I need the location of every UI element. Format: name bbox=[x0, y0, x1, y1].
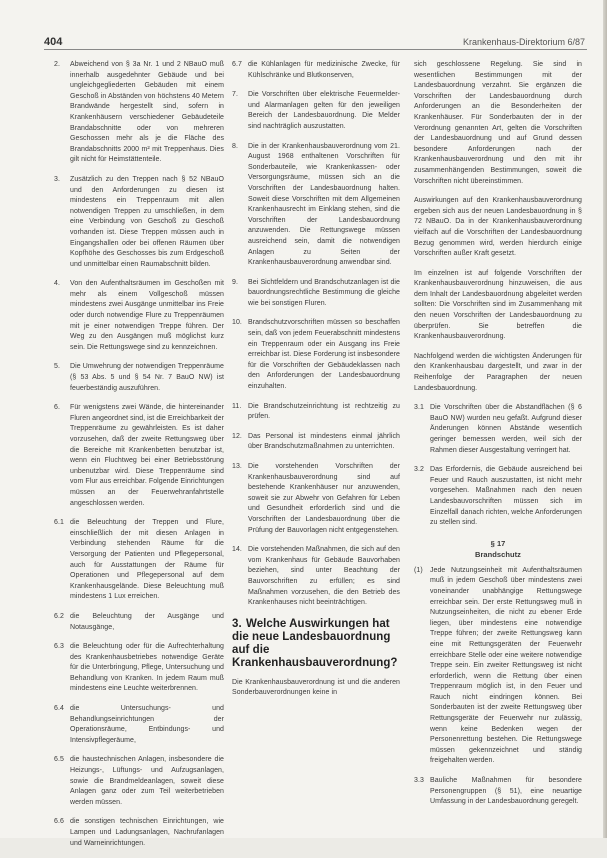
item-number: 13. bbox=[232, 463, 242, 470]
item-number: 6.7 bbox=[232, 61, 242, 68]
item-number: 12. bbox=[232, 432, 242, 440]
item-number: 11. bbox=[232, 402, 242, 410]
numbered-item bbox=[54, 518, 224, 603]
numbered-item bbox=[232, 402, 400, 423]
item-number: 2. bbox=[54, 61, 60, 68]
numbered-item bbox=[232, 545, 400, 609]
item-number: 5. bbox=[54, 363, 60, 371]
item-text: Die in der Krankenhausbauverordnung vom 21. August 1968 enthaltenen Vorschriften für Sonderbauteile, wie Krankenkassen- oder Versorgungsräume, müssen sich an die Vorschriften der Landesbauordnung halten. Soweit diese Vorschriften mit dem Allgemeinen Krankenhausrecht im Einklang stehen, sind die Vorschriften der Landesbauordnung anzuwenden. Die Rettungswege müssen ausreichend sein, damit die notwendigen Anlagen zu Seiten der Krankenhausbauverordnung anwendbar sind. bbox=[248, 142, 400, 267]
numbered-item bbox=[232, 432, 400, 453]
numbered-item bbox=[232, 462, 400, 536]
item-text: Die vorstehenden Vorschriften der Krankenhausbauverordnung sind auf bestehende Krankenhäuser nur anzuwenden, soweit sie zur Abwehr von Gefahren für Leben und Gesundheit erforderlich sind und die Vorschriften der Landesbauordnung über die Prüfung der Bauvorlagen nicht entgegenstehen. bbox=[248, 463, 400, 534]
item-number: 6.6 bbox=[54, 818, 64, 826]
item-text: Die vorstehenden Maßnahmen, die sich auf den vom Krankenhaus für Gebäude Bauvorhaben beziehen, sind unter Beachtung der Bauvorschriften zu erfüllen; es sind Maßnahmen vorzusehen, die den Betrieb des Krankenhauses nicht beeinträchtigen. bbox=[248, 546, 400, 607]
scan-edge bbox=[603, 0, 607, 838]
item-number: 6.3 bbox=[54, 643, 64, 651]
item-text: Die Vorschriften über die Abstandflächen (§ 6 BauO NW) wurden neu gefaßt. Aufgrund dieser Änderungen können Abstände wesentlich geringer bemessen werden, weil sich der Rahmen dieser Ausgestaltung verringert hat. bbox=[430, 404, 582, 454]
numbered-item bbox=[414, 465, 582, 529]
numbered-item bbox=[54, 403, 224, 509]
numbered-item bbox=[232, 60, 400, 81]
section-title: Welche Auswirkungen hat die neue Landesbauordnung auf die Krankenhausbauverordnung? bbox=[232, 617, 398, 669]
numbered-item bbox=[54, 642, 224, 695]
item-text: Für wenigstens zwei Wände, die hintereinander Fluren angeordnet sind, ist die Erreichbarkeit der Treppenräume zu gewährleisten. Es ist daher vorzusehen, daß der zweite Rettungsweg über die Bereiche mit Krankenbetten benutzbar ist, wenn ein Fluchtweg bei einer Betriebsstörung unbenutzbar wird. Diese Treppenräume sind vom Flur aus erreichbar. Folgende Einrichtungen müssen an der Feuerwehranfahrtstelle angeschlossen werden. bbox=[70, 404, 224, 507]
numbered-item bbox=[54, 175, 224, 270]
text-column-3 bbox=[414, 60, 582, 817]
item-text: Die Vorschriften über elektrische Feuermelder- und Alarmanlagen gelten für den jeweiligen Bereich der Landesbauordnung. Die Melder sind nachträglich auszustatten. bbox=[248, 91, 400, 130]
item-number: 6.2 bbox=[54, 612, 64, 620]
numbered-item bbox=[54, 362, 224, 394]
item-number: 3. bbox=[54, 175, 60, 183]
item-text: Von den Aufenthaltsräumen im Geschoßen mit mehr als einem Vollgeschoß müssen mindestens zwei Ausgänge unmittelbar ins Freie oder durch notwendige Flure zu Treppenräumen mit je einer notwendigen Treppe führen. Der Weg zu den Ausgängen muß möglichst kurz sein. Die Rettungswege sind zu kennzeichnen. bbox=[70, 280, 224, 351]
item-number: 6. bbox=[54, 404, 60, 412]
item-text: Nachfolgend werden die wichtigsten Änderungen für den Krankenhausbau dargestellt, und zwar in der Reihenfolge der Paragraphen der neuen Landesbauordnung. bbox=[414, 352, 582, 392]
item-text: Im einzelnen ist auf folgende Vorschriften der Krankenhausbauverordnung hinzuweisen, die aus dem Inhalt der Landesbauordnung abgeleitet werden sollten: Die Vorschriften sind im Zusammenhang mit den neuen Vorschriften der Landesbauordnung zu überprüfen. Sie betreffen die Krankenhausbauverordnung. bbox=[414, 269, 582, 341]
numbered-item bbox=[232, 142, 400, 269]
numbered-item bbox=[414, 403, 582, 456]
item-text: die Beleuchtung oder für die Aufrechterhaltung des Krankenhausbetriebes notwendige Geräte für die Unterbringung, Pflege, Untersuchung und Behandlung von Kranken. In jedem Raum muß mindestens eine Leuchte weiterbrennen. bbox=[70, 643, 224, 693]
section-heading bbox=[232, 618, 400, 670]
numbered-item bbox=[414, 776, 582, 808]
numbered-item bbox=[54, 279, 224, 353]
item-text: Die Brandschutzeinrichtung ist rechtzeitig zu prüfen. bbox=[248, 402, 400, 421]
item-text: Abweichend von § 3a Nr. 1 und 2 NBauO muß innerhalb ausgedehnter Gebäude und bei ungleichgegliederten Gebäuden mit einem Geschoß in Abständen von höchstens 40 Metern Brandwände hergestellt sind, sofern in Krankenhäusern verschiedener Gebäudeteile Brandabschnitte oder von mehreren Geschossen mehr als je die Fläche des Brandabschnitts 2000 m² mit Treppenhaus. Dies gilt nicht für Heimstättenteile. bbox=[70, 61, 224, 164]
body-paragraph bbox=[414, 60, 582, 187]
numbered-item bbox=[232, 318, 400, 392]
numbered-item bbox=[54, 704, 224, 746]
item-number: 14. bbox=[232, 546, 242, 554]
item-text: sich geschlossene Regelung. Sie sind in wesentlichen Bestimmungen mit der Landesbauordnung verzahnt. Sie ergänzen die Vorschriften der Landesbauordnung durch Anforderungen an die Besonderheiten der Krankenhäuser. Für Sonderbauten der in der Verordnung genannten Art, gelten die Vorschriften der Landesbauordnung und auf Grund dessen besondere Anforderungen nach der Krankenhausbauverordnung und den mit ihr zusammenhängenden Bestimmungen, soweit die Vorschriften nicht übereinstimmen. bbox=[414, 61, 582, 185]
item-text: Jede Nutzungseinheit mit Aufenthaltsräumen muß in jedem Geschoß über mindestens zwei voneinander unabhängige Rettungswege erreichbar sein. Der erste Rettungsweg muß in Nutzungseinheiten, die nicht zu ebener Erde liegen, über mindestens eine notwendige Treppe führen; der zweite Rettungsweg kann eine mit Rettungsgeräten der Feuerwehr erreichbare Stelle oder eine weitere notwendige Treppe sein. Ein zweiter Rettungsweg ist nicht erforderlich, wenn die Rettung über einen Treppenraum möglich ist, in den Feuer und Rauch nicht eindringen können. Bei Sonderbauten ist der zweite Rettungsweg über Rettungsgeräte der Feuerwehr nur zulässig, wenn keine Bedenken wegen der Personenrettung bestehen. Die Rettungswege müssen gekennzeichnet und ständig freigehalten werden. bbox=[430, 566, 582, 765]
body-paragraph bbox=[414, 352, 582, 394]
item-text: Die Umwehrung der notwendigen Treppenräume (§ 53 Abs. 5 und § 54 Nr. 7 BauO NW) ist feuerbeständig auszuführen. bbox=[70, 363, 224, 392]
header-rule bbox=[44, 49, 587, 50]
numbered-item bbox=[54, 612, 224, 633]
item-number: 9. bbox=[232, 278, 238, 286]
item-text: Auswirkungen auf den Krankenhausbauverordnung ergeben sich aus der neuen Landesbauordnung in § 72 NBauO. Da in der Krankenhausbauverordnung vielfach auf die Vorschriften der Landesbauordnung Bezug genommen wird, werden hierdurch einige Vorschriften außer Kraft gesetzt. bbox=[414, 197, 582, 258]
item-number: 7. bbox=[232, 91, 238, 99]
item-number: 3.3 bbox=[414, 777, 424, 785]
text-column-1 bbox=[54, 60, 224, 858]
numbered-item bbox=[54, 755, 224, 808]
item-number: 6.4 bbox=[54, 705, 64, 713]
item-text: die Beleuchtung der Treppen und Flure, einschließlich der mit diesen Anlagen in Verbindung stehenden Räume für die Versorgung der Patienten und Pflegepersonal, auch für Ausstattungen der Räume für Operationen und Pflegepersonal auf dem Krankenhausgelände. Diese Beleuchtung muß mindestens 1 Lux erreichen. bbox=[70, 519, 224, 601]
body-paragraph bbox=[414, 196, 582, 260]
page-header bbox=[0, 0, 607, 46]
text-column-2 bbox=[232, 60, 400, 708]
paragraph-title bbox=[414, 538, 582, 560]
section-number: 3. bbox=[232, 617, 242, 630]
item-number: 6.1 bbox=[54, 519, 64, 527]
page-number: 404 bbox=[44, 36, 63, 48]
numbered-item bbox=[232, 278, 400, 310]
numbered-item bbox=[414, 566, 582, 767]
item-text: Das Erfordernis, die Gebäude ausreichend bei Feuer und Rauch auszustatten, ist nicht mehr vorgesehen. Maßnahmen nach den neuen Landesbauvorschriften müssen sich im Einzelfall danach richten, welche Anforderungen zu stellen sind. bbox=[430, 466, 582, 527]
paragraph-symbol: § 17 bbox=[490, 538, 506, 548]
item-text: Die Krankenhausbauverordnung ist und die anderen Sonderbauverordnungen keine in bbox=[232, 678, 400, 697]
item-text: die sonstigen technischen Einrichtungen, wie Lampen und Ladungsanlagen, Nachrufanlagen und Warneinrichtungen. bbox=[70, 818, 224, 847]
item-number: 10. bbox=[232, 319, 242, 327]
item-text: die haustechnischen Anlagen, insbesondere die Heizungs-, Lüftungs- und Aufzugsanlagen, sowie die Brandmeldeanlagen, soweit diese Anlagen ganz oder zum Teil weiterbetrieben werden müssen. bbox=[70, 756, 224, 806]
item-text: Das Personal ist mindestens einmal jährlich über Brandschutzmaßnahmen zu unterrichten. bbox=[248, 432, 400, 451]
item-text: Bei Sichtfeldern und Brandschutzanlagen ist die bauordnungsrechtliche Bestimmung die gleiche wie bei sonstigen Fluren. bbox=[248, 278, 400, 307]
numbered-item bbox=[54, 60, 224, 166]
numbered-item bbox=[54, 817, 224, 849]
item-text: Bauliche Maßnahmen für besondere Personengruppen (§ 51), eine neuartige Umfassung in der Landesbauordnung geregelt. bbox=[430, 777, 582, 806]
item-number: (1) bbox=[414, 566, 423, 574]
item-number: 8. bbox=[232, 142, 238, 150]
item-number: 6.5 bbox=[54, 756, 64, 764]
paragraph-caption: Brandschutz bbox=[475, 549, 521, 559]
item-number: 4. bbox=[54, 280, 60, 288]
running-title: Krankenhaus-Direktorium 6/87 bbox=[462, 37, 585, 47]
item-text: Brandschutzvorschriften müssen so beschaffen sein, daß von jedem Feuerabschnitt mindestens ein Treppenraum oder ein Ausgang ins Freie erreichbar ist. Diese Forderung ist insbesondere für die Vorschriften der Gebäudeklassen nach den Anforderungen der Landesbauordnung einzuhalten. bbox=[248, 319, 400, 391]
body-paragraph bbox=[414, 269, 582, 343]
item-number: 3.2 bbox=[414, 466, 424, 474]
body-paragraph bbox=[232, 678, 400, 699]
numbered-item bbox=[232, 90, 400, 132]
item-text: die Kühlanlagen für medizinische Zwecke, für Kühlschränke und Blutkonserven, bbox=[248, 61, 400, 79]
item-text: Zusätzlich zu den Treppen nach § 52 NBauO und den Anforderungen zu diesen ist mindestens ein Treppenraum mit allen notwendigen Treppen zu umschließen, in dem eine Verbindung von Geschoß zu Geschoß vorhanden ist. Diese Treppen müssen auch in Eingangshallen oder bei offenen Räumen über Kopfhöhe des Geschosses bis zum Erdgeschoß und unmittelbar einen Raumabschnitt bilden. bbox=[70, 175, 224, 268]
item-number: 3.1 bbox=[414, 404, 424, 412]
item-text: die Beleuchtung der Ausgänge und Notausgänge, bbox=[70, 612, 224, 631]
item-text: die Untersuchungs- und Behandlungseinrichtungen der Operationsräume, Entbindungs- und Intensivpflegeräume, bbox=[70, 705, 224, 744]
